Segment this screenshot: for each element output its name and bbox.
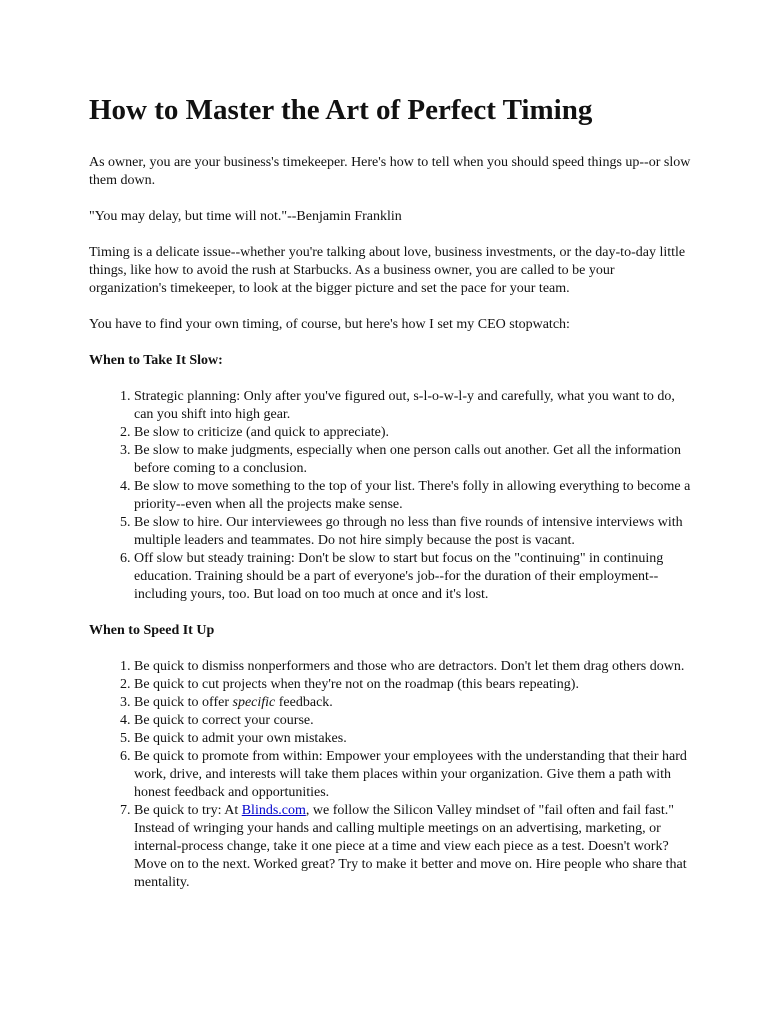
intro-paragraph: As owner, you are your business's timekeeper. Here's how to tell when you should speed things up--or slow them down. bbox=[89, 155, 691, 188]
list-item: 6. Off slow but steady training: Don't be slow to start but focus on the "continuing" in continuing education. Training should be a part of everyone's job--for the duration of their employment--including yours, too. But load on too much at once and it's lost. bbox=[134, 550, 695, 604]
body-paragraph-1: Timing is a delicate issue--whether you're talking about love, business investments, or the day-to-day little things, like how to avoid the rush at Starbucks. As a business owner, you are called to be your organization's timekeeper, to look at the bigger picture and set the pace for your team. bbox=[89, 245, 686, 296]
list-item: 2. Be slow to criticize (and quick to appreciate). bbox=[134, 424, 695, 442]
list-item-text: Be quick to offer bbox=[134, 695, 233, 710]
page-title: How to Master the Art of Perfect Timing bbox=[89, 94, 593, 126]
emphasis-text: specific bbox=[232, 695, 276, 710]
article bbox=[89, 90, 695, 910]
list-item: 3. Be slow to make judgments, especially when one person calls out another. Get all the information before coming to a conclusion. bbox=[134, 442, 695, 478]
speed-list bbox=[89, 658, 695, 892]
list-item-text: Be quick to try: At bbox=[134, 803, 242, 818]
list-item bbox=[134, 694, 695, 712]
list-item: 1. Be quick to dismiss nonperformers and those who are detractors. Don't let them drag others down. bbox=[134, 658, 695, 676]
list-item: 2. Be quick to cut projects when they're not on the roadmap (this bears repeating). bbox=[134, 676, 695, 694]
list-item: 4. Be slow to move something to the top of your list. There's folly in allowing everything to become a priority--even when all the projects make sense. bbox=[134, 478, 695, 514]
list-item-text: feedback. bbox=[275, 695, 333, 710]
list-item: 5. Be slow to hire. Our interviewees go through no less than five rounds of intensive interviews with multiple leaders and teammates. Do not hire simply because the post is vacant. bbox=[134, 514, 695, 550]
list-item: 1. Strategic planning: Only after you've figured out, s-l-o-w-l-y and carefully, what you want to do, can you shift into high gear. bbox=[134, 388, 695, 424]
list-item-text: , we follow the Silicon Valley mindset of "fail often and fail fast." Instead of wringing your hands and calling multiple meetings on an advertising, marketing, or internal-process change, take it one piece at a time and view each piece as a test. Doesn't work? Move on to the next. Worked great? Try to make it better and move on. Hire people who share that mentality. bbox=[134, 803, 687, 890]
list-item bbox=[134, 802, 695, 892]
list-item: 5. Be quick to admit your own mistakes. bbox=[134, 730, 695, 748]
speed-section-heading: When to Speed It Up bbox=[89, 623, 215, 638]
blinds-link[interactable]: Blinds.com bbox=[241, 803, 306, 818]
list-item: 4. Be quick to correct your course. bbox=[134, 712, 695, 730]
slow-list bbox=[89, 388, 695, 604]
quote-paragraph: "You may delay, but time will not."--Benjamin Franklin bbox=[89, 209, 402, 224]
body-paragraph-2: You have to find your own timing, of course, but here's how I set my CEO stopwatch: bbox=[89, 317, 570, 332]
slow-section-heading: When to Take It Slow: bbox=[89, 353, 223, 368]
list-item: 6. Be quick to promote from within: Empower your employees with the understanding that their hard work, drive, and interests will take them places within your organization. Give them a path with honest feedback and opportunities. bbox=[134, 748, 695, 802]
